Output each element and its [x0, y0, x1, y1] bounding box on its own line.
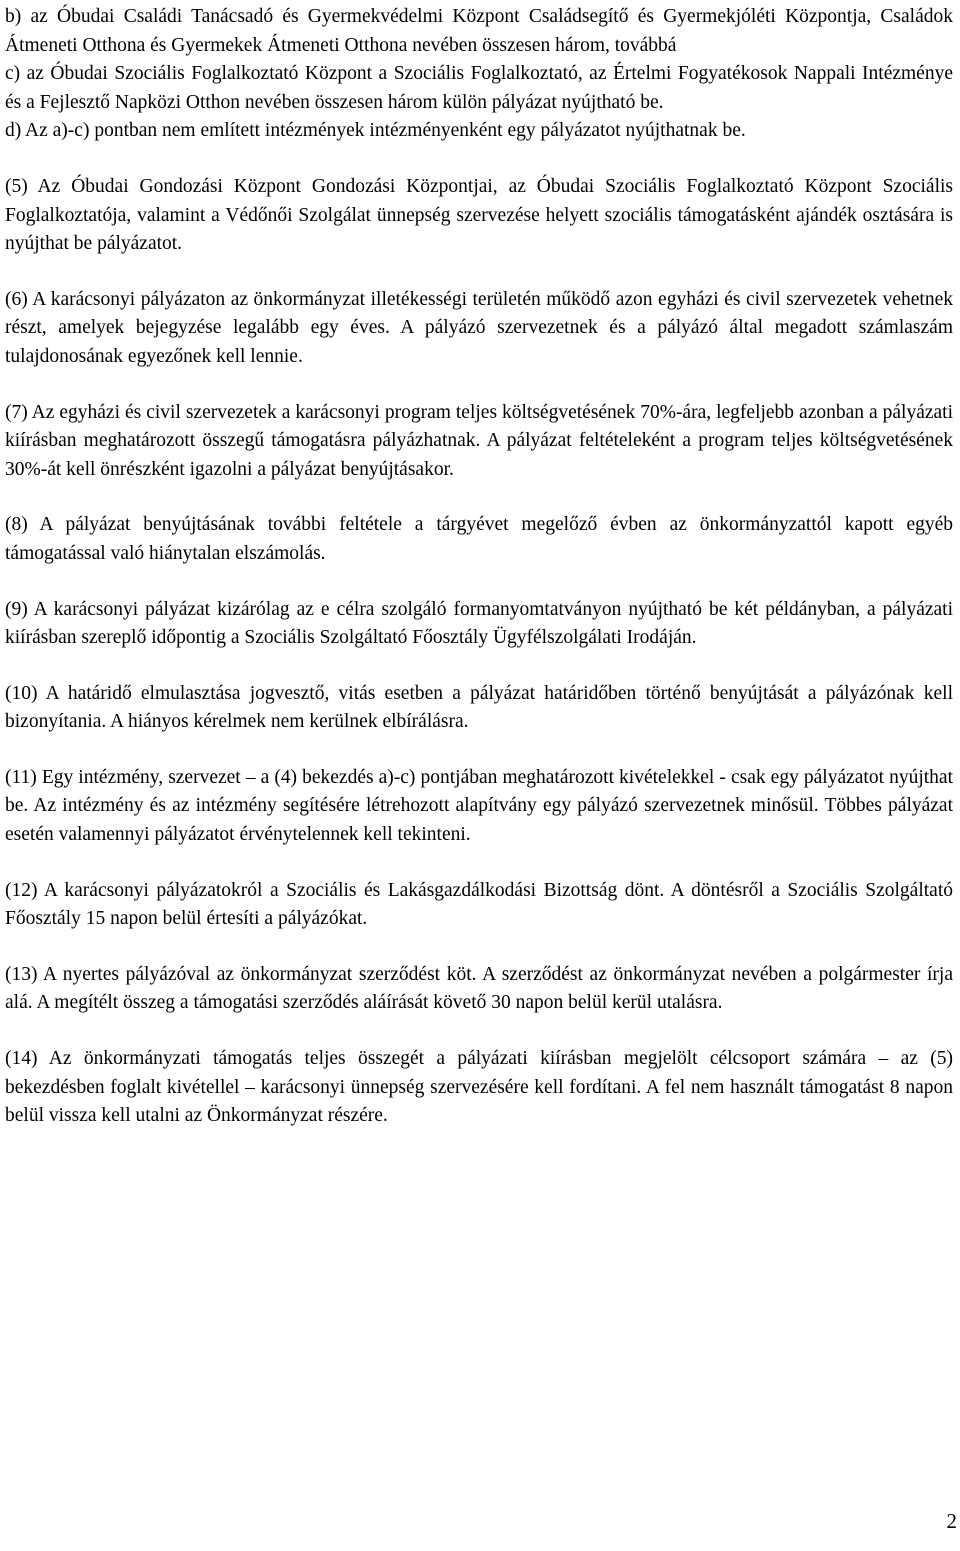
document-page	[5, 0, 953, 1131]
paragraph-13: (13) A nyertes pályázóval az önkormányzat szerződést köt. A szerződést az önkormányzat nevében a polgármester írja alá. A megítélt összeg a támogatási szerződés aláírását követő 30 napon belül kerül utalásra.	[5, 963, 953, 1014]
paragraph-4d: d) Az a)-c) pontban nem említett intézmények intézményenként egy pályázatot nyújthatnak be.	[5, 120, 746, 142]
paragraph-6: (6) A karácsonyi pályázaton az önkormányzat illetékességi területén működő azon egyházi és civil szervezetek vehetnek részt, amelyek bejegyzése legalább egy éves. A pályázó szervezetnek és a pályázó által megadott számlaszám tulajdonosának egyezőnek kell lennie.	[5, 288, 953, 367]
paragraph-8: (8) A pályázat benyújtásának további feltétele a tárgyévet megelőző évben az önkormányzattól kapott egyéb támogatással való hiánytalan elszámolás.	[5, 514, 953, 564]
paragraph-7: (7) Az egyházi és civil szervezetek a karácsonyi program teljes költségvetésének 70%-ára, legfeljebb azonban a pályázati kiírásban meghatározott összegű támogatásra pályázhatnak. A pályázat feltételeként a program teljes költségvetésének 30%-át kell önrészként igazolni a pályázat benyújtásakor.	[5, 401, 953, 480]
paragraph-10: (10) A határidő elmulasztása jogvesztő, vitás esetben a pályázat határidőben történő benyújtását a pályázónak kell bizonyítania. A hiányos kérelmek nem kerülnek elbírálásra.	[5, 682, 953, 733]
paragraph-14: (14) Az önkormányzati támogatás teljes összegét a pályázati kiírásban megjelölt célcsoport számára – az (5) bekezdésben foglalt kivétellel – karácsonyi ünnepség szervezésére kell fordítani. A fel nem használt támogatást 8 napon belül vissza kell utalni az Önkormányzat részére.	[5, 1048, 953, 1127]
paragraph-9: (9) A karácsonyi pályázat kizárólag az e célra szolgáló formanyomtatványon nyújtható be két példányban, a pályázati kiírásban szereplő időpontig a Szociális Szolgáltató Főosztály Ügyfélszolgálati Irodáján.	[5, 598, 953, 649]
paragraph-4c: c) az Óbudai Szociális Foglalkoztató Központ a Szociális Foglalkoztató, az Értelmi Fogyatékosok Nappali Intézménye és a Fejlesztő Napközi Otthon nevében összesen három külön pályázat nyújtható be.	[5, 63, 953, 113]
page-number: 2	[946, 1509, 957, 1533]
paragraph-5: (5) Az Óbudai Gondozási Központ Gondozási Központjai, az Óbudai Szociális Foglalkoztató Központ Szociális Foglalkoztatója, valamint a Védőnői Szolgálat ünnepség szervezése helyett szociális támogatásként ajándék osztására is nyújthat be pályázatot.	[5, 175, 953, 255]
paragraph-4b: b) az Óbudai Családi Tanácsadó és Gyermekvédelmi Központ Családsegítő és Gyermekjóléti Központja, Családok Átmeneti Otthona és Gyermekek Átmeneti Otthona nevében összesen három, továbbá	[5, 6, 953, 56]
paragraph-11: (11) Egy intézmény, szervezet – a (4) bekezdés a)-c) pontjában meghatározott kivételekkel - csak egy pályázatot nyújthat be. Az intézmény és az intézmény segítésére létrehozott alapítvány egy pályázó szervezetnek minősül. Többes pályázat esetén valamennyi pályázatot érvénytelennek kell tekinteni.	[5, 766, 953, 846]
paragraph-12: (12) A karácsonyi pályázatokról a Szociális és Lakásgazdálkodási Bizottság dönt. A döntésről a Szociális Szolgáltató Főosztály 15 napon belül értesíti a pályázókat.	[5, 879, 953, 930]
